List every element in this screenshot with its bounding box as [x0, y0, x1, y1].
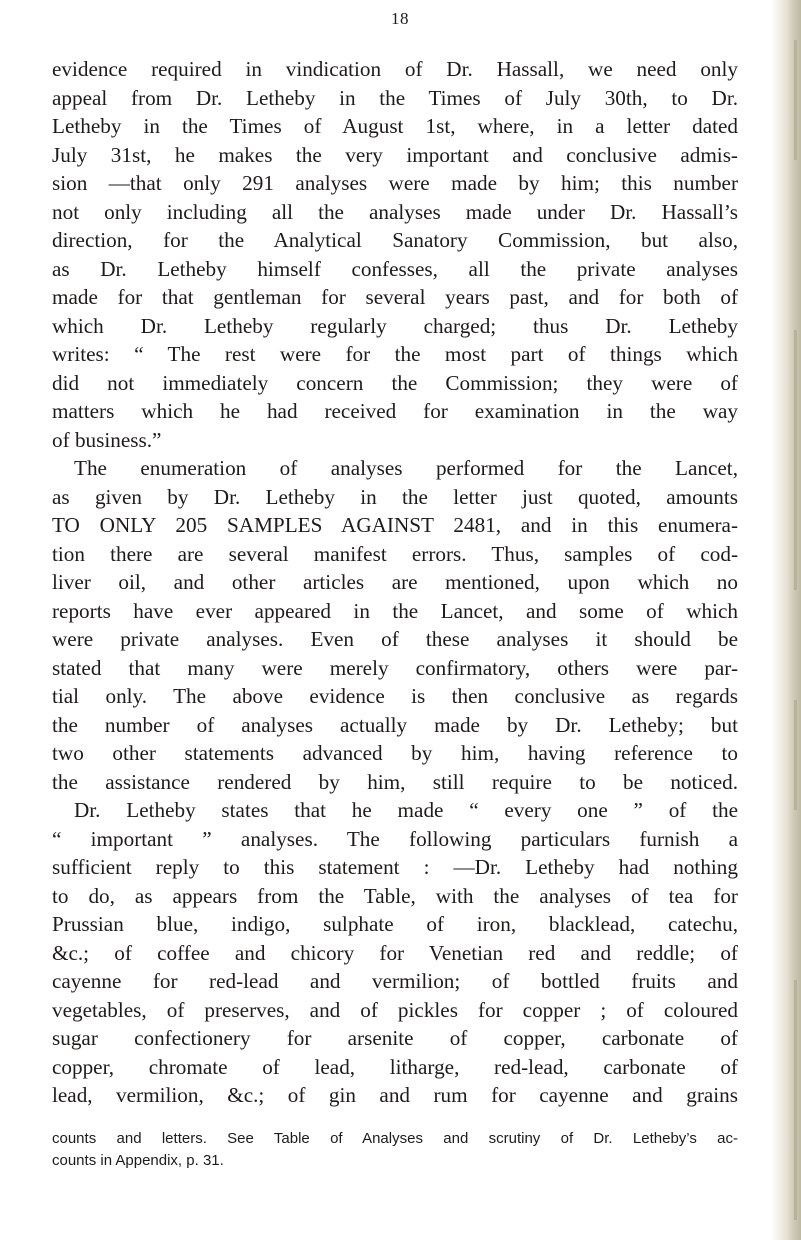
text-line: appeal from Dr. Letheby in the Times of July 30th, to Dr.: [52, 85, 738, 110]
edge-streak: [794, 40, 797, 160]
text-line: stated that many were merely confirmatory, others were par-: [52, 655, 738, 680]
text-line: liver oil, and other articles are mentioned, upon which no: [52, 570, 738, 594]
text-line: Prussian blue, indigo, sulphate of iron, blacklead, catechu,: [52, 912, 738, 936]
text-line: sufficient reply to this statement : —Dr. Letheby had nothing: [52, 855, 738, 879]
footnote-line: counts and letters. See Table of Analyses and scrutiny of Dr. Letheby’s ac-: [52, 1130, 738, 1147]
text-line: matters which he had received for examination in the way: [52, 399, 738, 423]
page-edge-shadow: [771, 0, 801, 1240]
edge-streak: [794, 330, 797, 590]
text-line: sion —that only 291 analyses were made by him; this number: [52, 171, 738, 195]
text-line: lead, vermilion, &c.; of gin and rum for cayenne and grains: [52, 1083, 738, 1107]
text-line: copper, chromate of lead, litharge, red-lead, carbonate of: [52, 1054, 738, 1079]
text-line: Letheby in the Times of August 1st, where, in a letter dated: [52, 114, 738, 138]
text-line: TO ONLY 205 SAMPLES AGAINST 2481, and in this enumera-: [52, 513, 738, 537]
text-line: reports have ever appeared in the Lancet, and some of which: [52, 598, 738, 623]
text-line: direction, for the Analytical Sanatory Commission, but also,: [52, 228, 738, 252]
text-line: two other statements advanced by him, having reference to: [52, 741, 738, 765]
text-line: Dr. Letheby states that he made “ every one ” of the: [74, 798, 738, 822]
edge-streak: [794, 980, 797, 1220]
text-line: July 31st, he makes the very important and conclusive admis-: [52, 142, 738, 167]
text-line: tion there are several manifest errors. Thus, samples of cod-: [52, 541, 738, 566]
text-line: made for that gentleman for several years past, and for both of: [52, 285, 738, 309]
text-line: tial only. The above evidence is then conclusive as regards: [52, 684, 738, 708]
text-line: “ important ” analyses. The following particulars furnish a: [52, 826, 738, 851]
text-line: the number of analyses actually made by Dr. Letheby; but: [52, 712, 738, 737]
text-line: to do, as appears from the Table, with the analyses of tea for: [52, 883, 738, 908]
text-line: which Dr. Letheby regularly charged; thus Dr. Letheby: [52, 313, 738, 338]
text-line: as Dr. Letheby himself confesses, all the private analyses: [52, 256, 738, 281]
footnote: [52, 1128, 738, 1172]
text-line: vegetables, of preserves, and of pickles for copper ; of coloured: [52, 997, 738, 1022]
text-line: The enumeration of analyses performed for the Lancet,: [74, 456, 738, 480]
text-line: were private analyses. Even of these analyses it should be: [52, 627, 738, 651]
text-line: &c.; of coffee and chicory for Venetian red and reddle; of: [52, 940, 738, 965]
text-line: not only including all the analyses made under Dr. Hassall’s: [52, 199, 738, 224]
edge-streak: [794, 700, 797, 810]
text-line: cayenne for red-lead and vermilion; of bottled fruits and: [52, 969, 738, 993]
text-line: the assistance rendered by him, still require to be noticed.: [52, 769, 738, 794]
text-line: of business.”: [52, 427, 162, 452]
body-text: [52, 55, 738, 1110]
footnote-line: counts in Appendix, p. 31.: [52, 1152, 224, 1169]
text-line: as given by Dr. Letheby in the letter just quoted, amounts: [52, 484, 738, 509]
text-line: sugar confectionery for arsenite of copper, carbonate of: [52, 1026, 738, 1050]
text-line: writes: “ The rest were for the most part of things which: [52, 342, 738, 366]
text-line: did not immediately concern the Commission; they were of: [52, 370, 738, 395]
page-number: 18: [391, 9, 409, 28]
text-line: evidence required in vindication of Dr. Hassall, we need only: [52, 57, 738, 81]
